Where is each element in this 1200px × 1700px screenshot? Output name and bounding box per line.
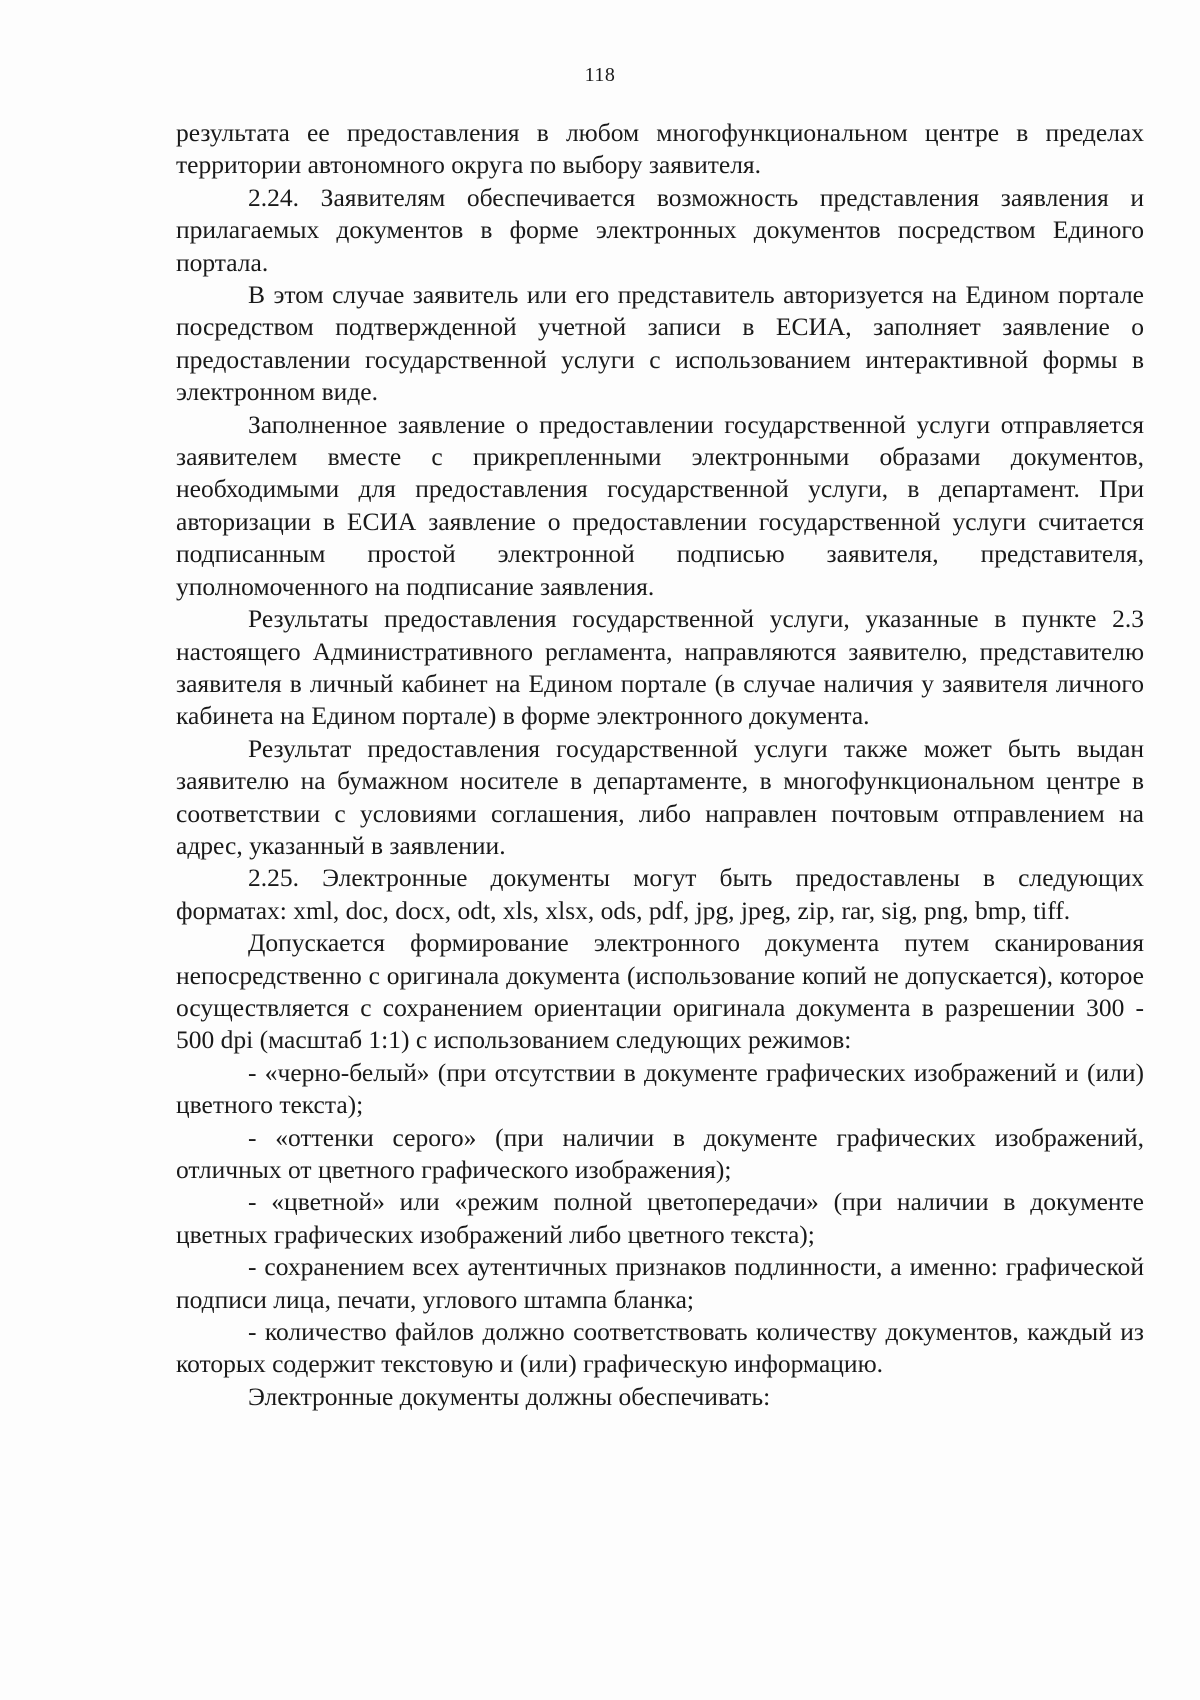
list-item-authenticity: - сохранением всех аутентичных признаков подлинности, а именно: графической подписи лица, печати, углового штампа бланка; (176, 1252, 1144, 1314)
paragraph-paper-result: Результат предоставления государственной услуги также может быть выдан заявителю на бумажном носителе в департаменте, в многофункциональном центре в соответствии с условиями соглашения, либо направлен почтовым отправлением на адрес, указанный в заявлении. (176, 733, 1144, 860)
paragraph-authorization: В этом случае заявитель или его представитель авторизуется на Едином портале посредством подтвержденной учетной записи в ЕСИА, заполняет заявление о предоставлении государственной услуги с использованием интерактивной формы в электронном виде. (176, 280, 1144, 407)
paragraph-submission: Заполненное заявление о предоставлении государственной услуги отправляется заявителем вместе с прикрепленными электронными образами документов, необходимыми для предоставления государственной услуги, в департамент. При авторизации в ЕСИА заявление о предоставлении государственной услуги считается подписанным простой электронной подписью заявителя, представителя, уполномоченного на подписание заявления. (176, 409, 1144, 601)
document-body (176, 117, 1144, 1413)
list-item-grayscale: - «оттенки серого» (при наличии в документе графических изображений, отличных от цветного графического изображения); (176, 1122, 1144, 1184)
paragraph-scanning: Допускается формирование электронного документа путем сканирования непосредственно с оригинала документа (использование копий не допускается), которое осуществляется с сохранением ориентации оригинала документа в разрешении 300 - 500 dpi (масштаб 1:1) с использованием следующих режимов: (176, 928, 1144, 1055)
paragraph-continuation: результата ее предоставления в любом многофункциональном центре в пределах территории автономного округа по выбору заявителя. (176, 118, 1144, 180)
list-item-color: - «цветной» или «режим полной цветопередачи» (при наличии в документе цветных графических изображений либо цветного текста); (176, 1187, 1144, 1249)
paragraph-requirements: Электронные документы должны обеспечивать: (248, 1381, 771, 1411)
paragraph-2-25: 2.25. Электронные документы могут быть предоставлены в следующих форматах: xml, doc, docx, odt, xls, xlsx, ods, pdf, jpg, jpeg, zip, rar, sig, png, bmp, tiff. (176, 863, 1144, 925)
list-item-file-count: - количество файлов должно соответствовать количеству документов, каждый из которых содержит текстовую и (или) графическую информацию. (176, 1317, 1144, 1379)
paragraph-2-24: 2.24. Заявителям обеспечивается возможность представления заявления и прилагаемых документов в форме электронных документов посредством Единого портала. (176, 182, 1144, 277)
paragraph-results: Результаты предоставления государственной услуги, указанные в пункте 2.3 настоящего Административного регламента, направляются заявителю, представителю заявителя в личный кабинет на Едином портале (в случае наличия у заявителя личного кабинета на Едином портале) в форме электронного документа. (176, 604, 1144, 731)
page-number: 118 (584, 64, 616, 86)
list-item-black-white: - «черно-белый» (при отсутствии в документе графических изображений и (или) цветного текста); (176, 1057, 1144, 1120)
